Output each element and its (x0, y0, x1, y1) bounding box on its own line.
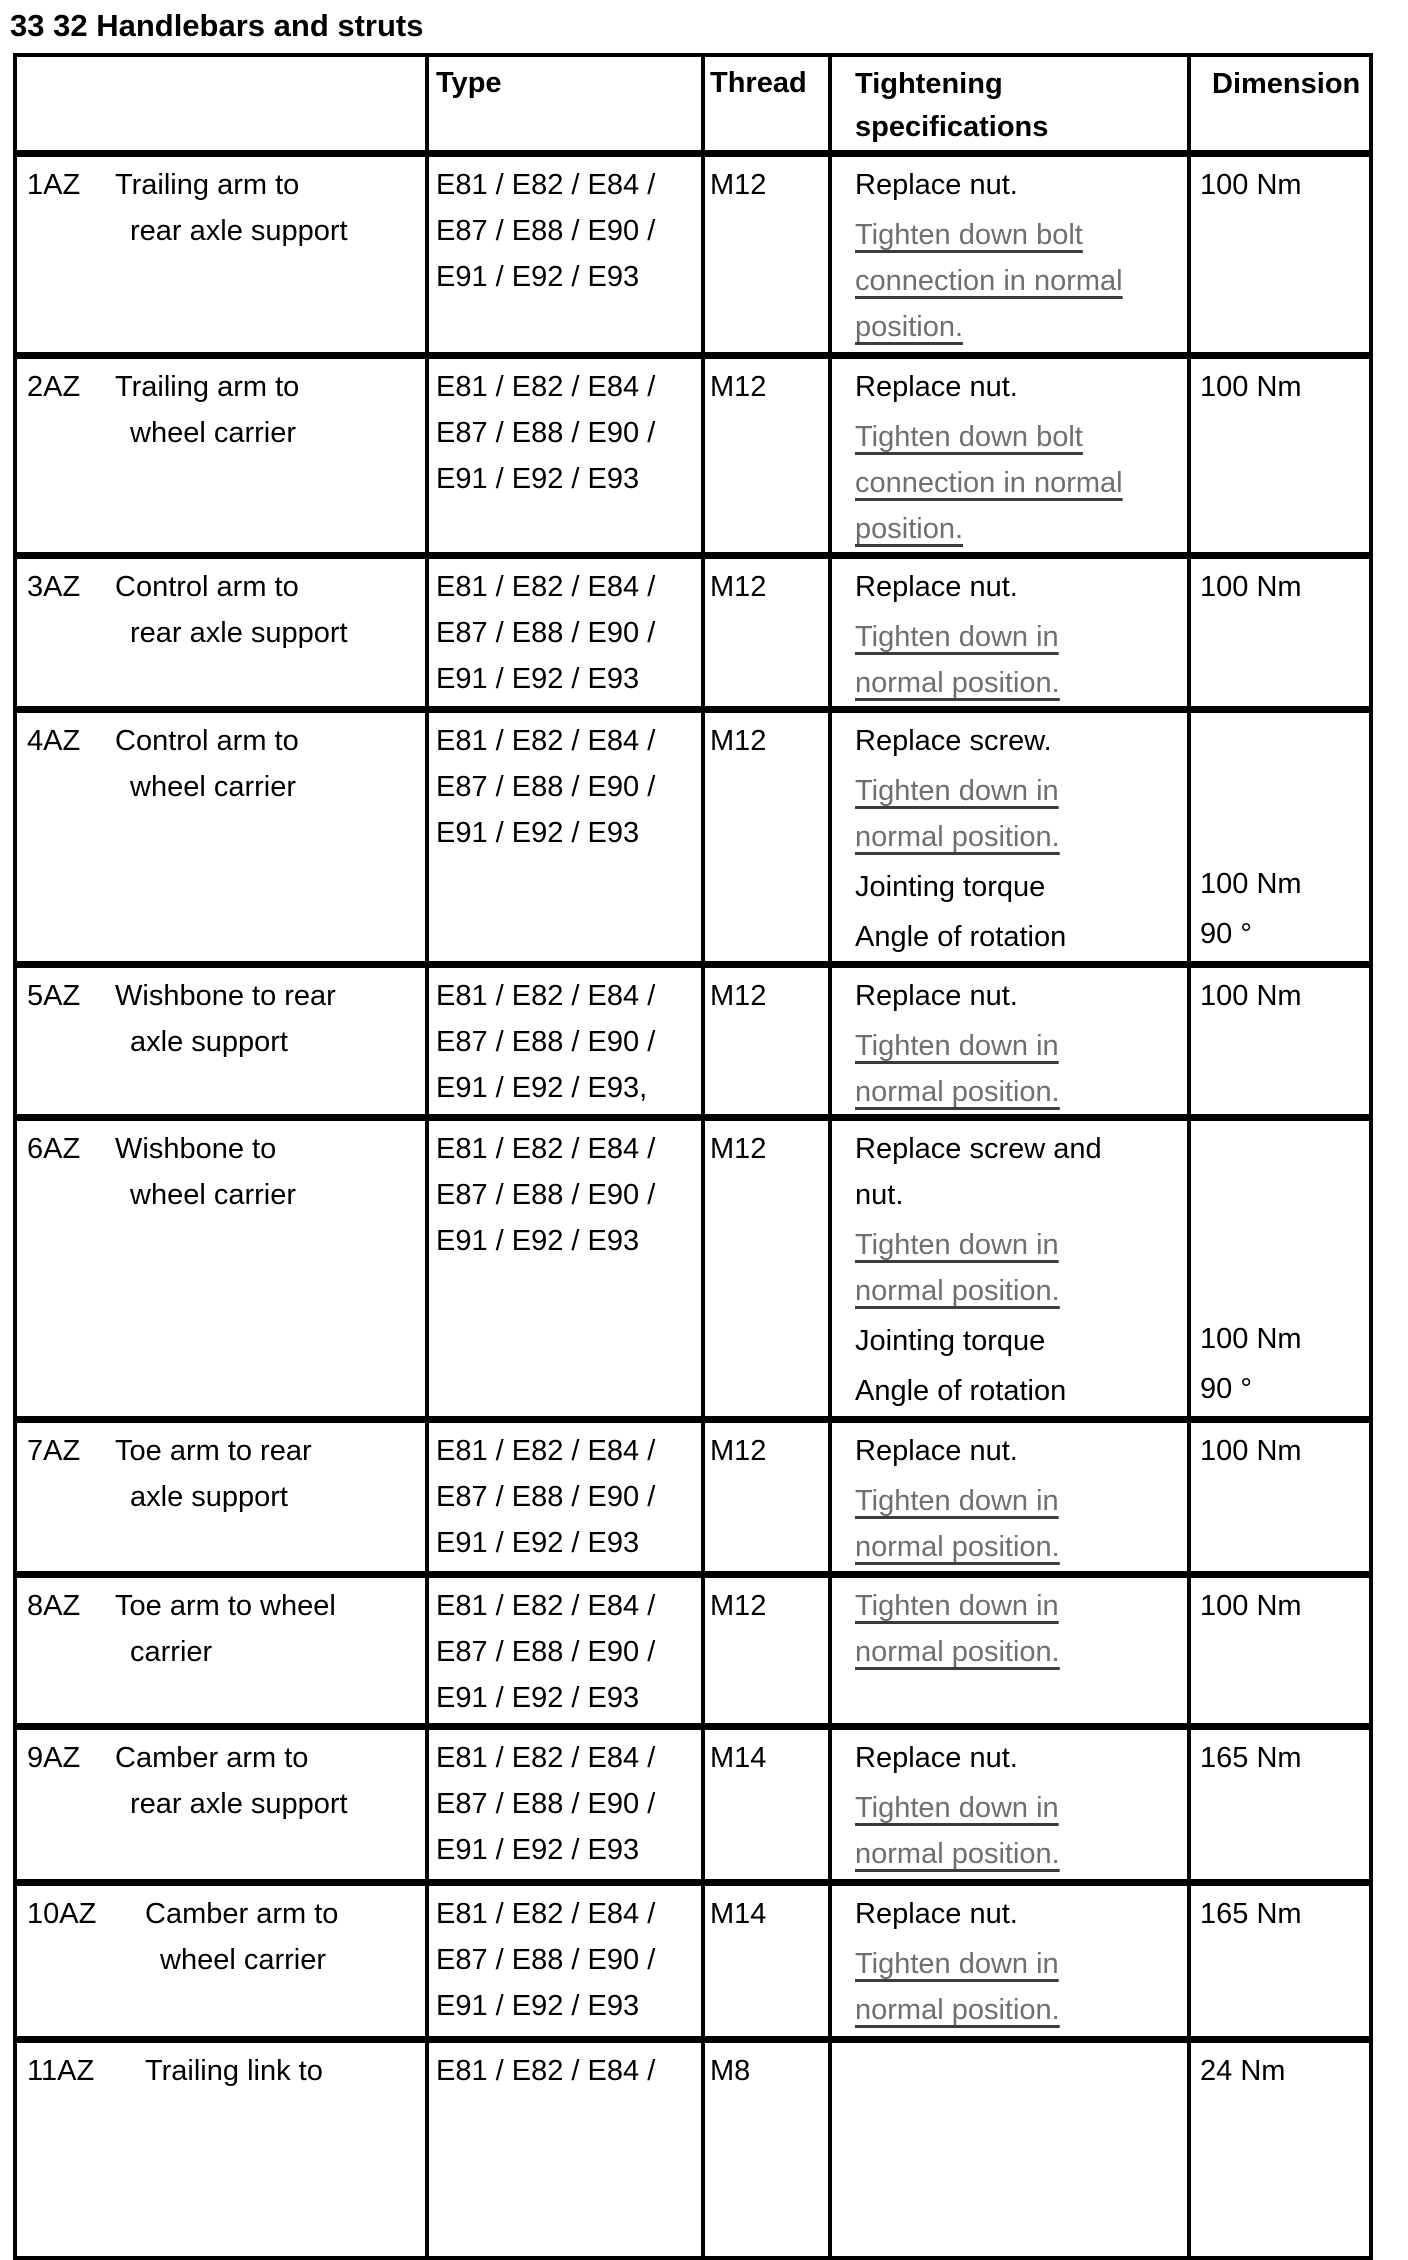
item-cell (17, 359, 425, 552)
item-cell (17, 1121, 425, 1416)
spec-text: Replace screw. (855, 725, 1052, 757)
type-line: E91 / E92 / E93 (436, 1990, 640, 2022)
dimension-cell (1187, 1423, 1369, 1571)
type-cell (425, 359, 701, 552)
header-type: Type (425, 57, 701, 150)
type-line: E91 / E92 / E93 (436, 817, 640, 849)
dimension-cell (1187, 1886, 1369, 2036)
type-cell (425, 1886, 701, 2036)
row-id: 8AZ (27, 1590, 81, 1622)
header-thread: Thread (701, 57, 828, 150)
type-line: E87 / E88 / E90 / (436, 1944, 656, 1976)
row-name (115, 973, 417, 1112)
spec-link[interactable]: Tighten down in normal position. (855, 1948, 1060, 2026)
row-id: 3AZ (27, 571, 81, 603)
type-line: E81 / E82 / E84 / (436, 725, 656, 757)
tightening-specs-cell (828, 1730, 1187, 1879)
row-name-line: wheel carrier (160, 1944, 326, 1976)
tightening-specs-cell (828, 559, 1187, 706)
item-cell (17, 713, 425, 961)
spec-link[interactable]: Tighten down bolt connection in normal position. (855, 219, 1123, 343)
table-row (17, 961, 1369, 1114)
spec-text: Replace nut. (855, 980, 1018, 1012)
spec-text: Replace screw and nut. (855, 1133, 1102, 1211)
dimension-cell (1187, 1121, 1369, 1416)
type-line: E81 / E82 / E84 / (436, 1590, 656, 1622)
row-name-line: Trailing link to (145, 2055, 323, 2087)
table-row (17, 1879, 1369, 2036)
tightening-specs-cell (828, 1886, 1187, 2036)
type-line: E87 / E88 / E90 / (436, 771, 656, 803)
dimension-value: 165 Nm (1200, 1742, 1302, 1774)
header-item (17, 57, 425, 150)
row-name-line: Toe arm to rear (115, 1435, 312, 1467)
tightening-specs-cell (828, 157, 1187, 352)
row-id: 11AZ (27, 2055, 95, 2087)
dimension-value: 100 Nm (1200, 571, 1302, 603)
spec-link[interactable]: Tighten down in normal position. (855, 1229, 1060, 1307)
thread-value: M12 (701, 1423, 828, 1571)
spec-text: Replace nut. (855, 1742, 1018, 1774)
row-id: 6AZ (27, 1133, 81, 1165)
item-cell (17, 1730, 425, 1879)
item-cell (17, 1886, 425, 2036)
tightening-specs-cell (828, 2043, 1187, 2256)
item-cell (17, 2043, 425, 2256)
header-tightening-specifications: Tightening specifications (828, 57, 1187, 150)
table-row (17, 1571, 1369, 1723)
type-line: E91 / E92 / E93 (436, 1682, 640, 1714)
type-line: E91 / E92 / E93 (436, 261, 640, 293)
spec-link[interactable]: Tighten down in normal position. (855, 1485, 1060, 1563)
row-name-line: wheel carrier (130, 771, 296, 803)
table-row (17, 552, 1369, 706)
dimension-value: 100 Nm (1200, 868, 1302, 900)
row-id: 7AZ (27, 1435, 81, 1467)
row-name-line: wheel carrier (130, 417, 296, 449)
table-row (17, 150, 1369, 352)
type-line: E87 / E88 / E90 / (436, 1788, 656, 1820)
spec-link[interactable]: Tighten down in normal position. (855, 621, 1060, 699)
dimension-value: 100 Nm (1200, 371, 1302, 403)
type-line: E91 / E92 / E93 (436, 1834, 640, 1866)
row-name (115, 162, 417, 350)
row-name-line: Wishbone to rear (115, 980, 336, 1012)
thread-value: M14 (701, 1886, 828, 2036)
thread-value: M12 (701, 1121, 828, 1416)
dimension-cell (1187, 713, 1369, 961)
type-line: E87 / E88 / E90 / (436, 1026, 656, 1058)
item-cell (17, 157, 425, 352)
row-name-line: Control arm to (115, 725, 299, 757)
type-line: E87 / E88 / E90 / (436, 1481, 656, 1513)
row-name-line: Wishbone to (115, 1133, 277, 1165)
type-line: E81 / E82 / E84 / (436, 371, 656, 403)
dimension-cell (1187, 1730, 1369, 1879)
type-line: E91 / E92 / E93, (436, 1072, 648, 1104)
row-name-line: carrier (130, 1636, 213, 1668)
thread-value: M12 (701, 157, 828, 352)
spec-text: Jointing torque (855, 1325, 1046, 1357)
table-row (17, 1723, 1369, 1879)
page-title: 33 32 Handlebars and struts (10, 8, 424, 43)
table-row (17, 706, 1369, 961)
row-name-line: wheel carrier (130, 1179, 296, 1211)
spec-text: Angle of rotation (855, 1375, 1067, 1407)
spec-text: Replace nut. (855, 571, 1018, 603)
tightening-specs-cell (828, 968, 1187, 1114)
type-cell (425, 157, 701, 352)
type-line: E81 / E82 / E84 / (436, 1435, 656, 1467)
type-line: E81 / E82 / E84 / (436, 1742, 656, 1774)
row-name-line: Trailing arm to (115, 169, 300, 201)
table-row (17, 2036, 1369, 2256)
table-row (17, 1114, 1369, 1416)
spec-text: Replace nut. (855, 1898, 1018, 1930)
tightening-specs-cell (828, 359, 1187, 552)
row-id: 1AZ (27, 169, 81, 201)
row-id: 5AZ (27, 980, 81, 1012)
spec-link[interactable]: Tighten down in normal position. (855, 1030, 1060, 1108)
table-header-row (17, 57, 1369, 150)
type-cell (425, 559, 701, 706)
row-name (115, 1126, 417, 1414)
dimension-cell (1187, 968, 1369, 1114)
row-name-line: Camber arm to (115, 1742, 309, 1774)
type-line: E81 / E82 / E84 / (436, 2055, 656, 2087)
type-line: E81 / E82 / E84 / (436, 1133, 656, 1165)
thread-value: M12 (701, 968, 828, 1114)
spec-text: Replace nut. (855, 1435, 1018, 1467)
dimension-value: 165 Nm (1200, 1898, 1302, 1930)
type-line: E91 / E92 / E93 (436, 463, 640, 495)
thread-value: M12 (701, 713, 828, 961)
row-name-line: rear axle support (130, 215, 348, 247)
row-name (145, 1891, 417, 2034)
table-row (17, 1416, 1369, 1571)
table-row (17, 352, 1369, 552)
spec-table (13, 53, 1373, 2260)
dimension-value: 100 Nm (1200, 1435, 1302, 1467)
row-id: 4AZ (27, 725, 81, 757)
spec-link[interactable]: Tighten down bolt connection in normal position. (855, 421, 1123, 545)
type-cell (425, 713, 701, 961)
type-line: E81 / E82 / E84 / (436, 980, 656, 1012)
type-line: E87 / E88 / E90 / (436, 1179, 656, 1211)
tightening-specs-cell (828, 1121, 1187, 1416)
spec-text: Replace nut. (855, 371, 1018, 403)
row-name-line: Toe arm to wheel (115, 1590, 336, 1622)
item-cell (17, 559, 425, 706)
tightening-specs-cell (828, 1423, 1187, 1571)
thread-value: M12 (701, 359, 828, 552)
type-line: E87 / E88 / E90 / (436, 417, 656, 449)
row-name-line: rear axle support (130, 1788, 348, 1820)
dimension-cell (1187, 2043, 1369, 2256)
thread-value: M12 (701, 559, 828, 706)
tightening-specs-cell (828, 1578, 1187, 1723)
dimension-cell (1187, 1578, 1369, 1723)
dimension-cell (1187, 359, 1369, 552)
dimension-value: 24 Nm (1200, 2055, 1286, 2087)
type-cell (425, 1578, 701, 1723)
spec-link[interactable]: Tighten down in normal position. (855, 1792, 1060, 1870)
row-name (115, 718, 417, 959)
dimension-value: 90 ° (1200, 1373, 1252, 1405)
row-name-line: Trailing arm to (115, 371, 300, 403)
dimension-value: 100 Nm (1200, 169, 1302, 201)
type-cell (425, 968, 701, 1114)
row-name (115, 564, 417, 704)
type-line: E87 / E88 / E90 / (436, 215, 656, 247)
item-cell (17, 968, 425, 1114)
row-name (115, 1583, 417, 1721)
type-cell (425, 1121, 701, 1416)
spec-table-body (17, 150, 1369, 2256)
header-dimension: Dimension (1187, 57, 1369, 150)
row-name (115, 1735, 417, 1877)
item-cell (17, 1423, 425, 1571)
item-cell (17, 1578, 425, 1723)
type-cell (425, 2043, 701, 2256)
type-line: E81 / E82 / E84 / (436, 571, 656, 603)
spec-text: Angle of rotation (855, 921, 1067, 953)
dimension-value: 100 Nm (1200, 980, 1302, 1012)
type-line: E81 / E82 / E84 / (436, 169, 656, 201)
spec-text: Replace nut. (855, 169, 1018, 201)
type-line: E87 / E88 / E90 / (436, 617, 656, 649)
type-cell (425, 1423, 701, 1571)
row-name (115, 1428, 417, 1569)
row-name-line: rear axle support (130, 617, 348, 649)
dimension-cell (1187, 559, 1369, 706)
type-line: E91 / E92 / E93 (436, 663, 640, 695)
spec-link[interactable]: Tighten down in normal position. (855, 1590, 1060, 1668)
type-line: E87 / E88 / E90 / (436, 1636, 656, 1668)
dimension-value: 100 Nm (1200, 1590, 1302, 1622)
type-cell (425, 1730, 701, 1879)
thread-value: M12 (701, 1578, 828, 1723)
tightening-specs-cell (828, 713, 1187, 961)
row-name (115, 364, 417, 550)
dimension-value: 90 ° (1200, 918, 1252, 950)
row-name-line: Camber arm to (145, 1898, 339, 1930)
spec-text: Jointing torque (855, 871, 1046, 903)
row-id: 10AZ (27, 1898, 97, 1930)
type-line: E91 / E92 / E93 (436, 1527, 640, 1559)
spec-link[interactable]: Tighten down in normal position. (855, 775, 1060, 853)
type-line: E91 / E92 / E93 (436, 1225, 640, 1257)
dimension-value: 100 Nm (1200, 1323, 1302, 1355)
row-name-line: axle support (130, 1026, 288, 1058)
dimension-cell (1187, 157, 1369, 352)
row-name (145, 2048, 417, 2254)
thread-value: M14 (701, 1730, 828, 1879)
row-id: 2AZ (27, 371, 81, 403)
type-line: E81 / E82 / E84 / (436, 1898, 656, 1930)
thread-value: M8 (701, 2043, 828, 2256)
row-id: 9AZ (27, 1742, 81, 1774)
row-name-line: axle support (130, 1481, 288, 1513)
row-name-line: Control arm to (115, 571, 299, 603)
